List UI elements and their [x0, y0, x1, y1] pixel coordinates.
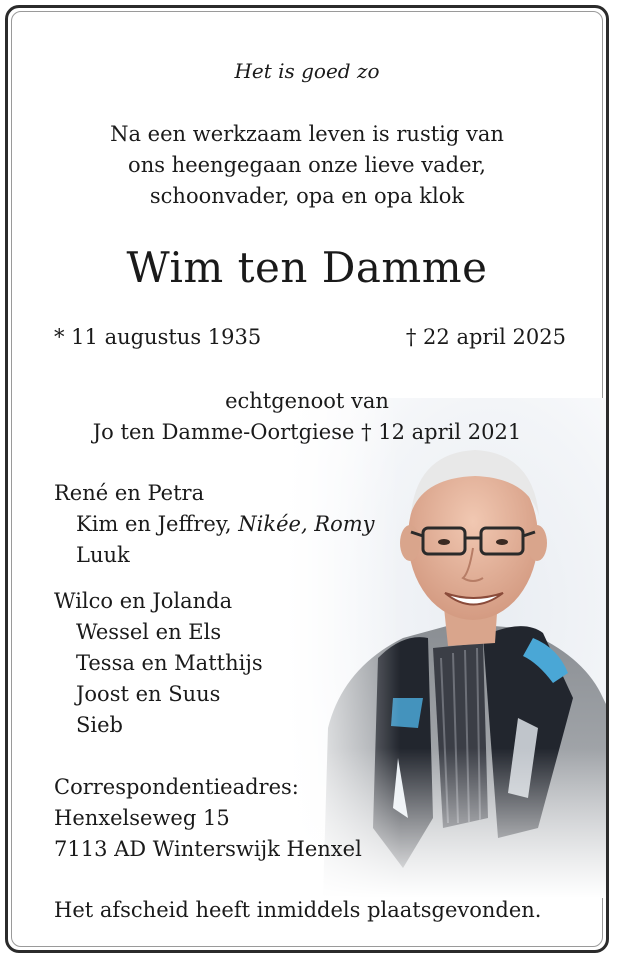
death-date: † 22 april 2025 — [405, 325, 566, 349]
family-member — [54, 509, 375, 540]
address-label: Correspondentieadres: — [54, 775, 299, 799]
motto: Het is goed zo — [234, 59, 380, 83]
family-member: Tessa en Matthijs — [76, 651, 263, 675]
correspondence-address — [54, 772, 362, 865]
address-city: 7113 AD Winterswijk Henxel — [54, 837, 362, 861]
spouse-name: Jo ten Damme-Oortgiese † 12 april 2021 — [92, 420, 522, 444]
intro-line: schoonvader, opa en opa klok — [149, 184, 465, 208]
address-street: Henxelseweg 15 — [54, 806, 230, 830]
intro-text — [8, 119, 606, 212]
intro-line: Na een werkzaam leven is rustig van — [110, 122, 504, 146]
intro-line: ons heengegaan onze lieve vader, — [128, 153, 486, 177]
family-member-names: Kim en Jeffrey, — [76, 512, 239, 536]
birth-date: * 11 augustus 1935 — [54, 325, 262, 349]
family-member: Joost en Suus — [76, 682, 221, 706]
family-member: Luuk — [76, 543, 130, 567]
closing-note: Het afscheid heeft inmiddels plaatsgevonden. — [54, 898, 542, 922]
obituary-card — [5, 5, 609, 953]
family-member-names-italic: Nikée, Romy — [238, 512, 375, 536]
family-member: Sieb — [76, 713, 123, 737]
family-group — [54, 478, 375, 571]
spouse-info — [8, 386, 606, 448]
spouse-label: echtgenoot van — [225, 389, 389, 413]
family-group — [54, 586, 263, 741]
family-head: René en Petra — [54, 481, 205, 505]
deceased-name: Wim ten Damme — [126, 243, 488, 292]
family-member: Wessel en Els — [76, 620, 222, 644]
family-head: Wilco en Jolanda — [54, 589, 233, 613]
